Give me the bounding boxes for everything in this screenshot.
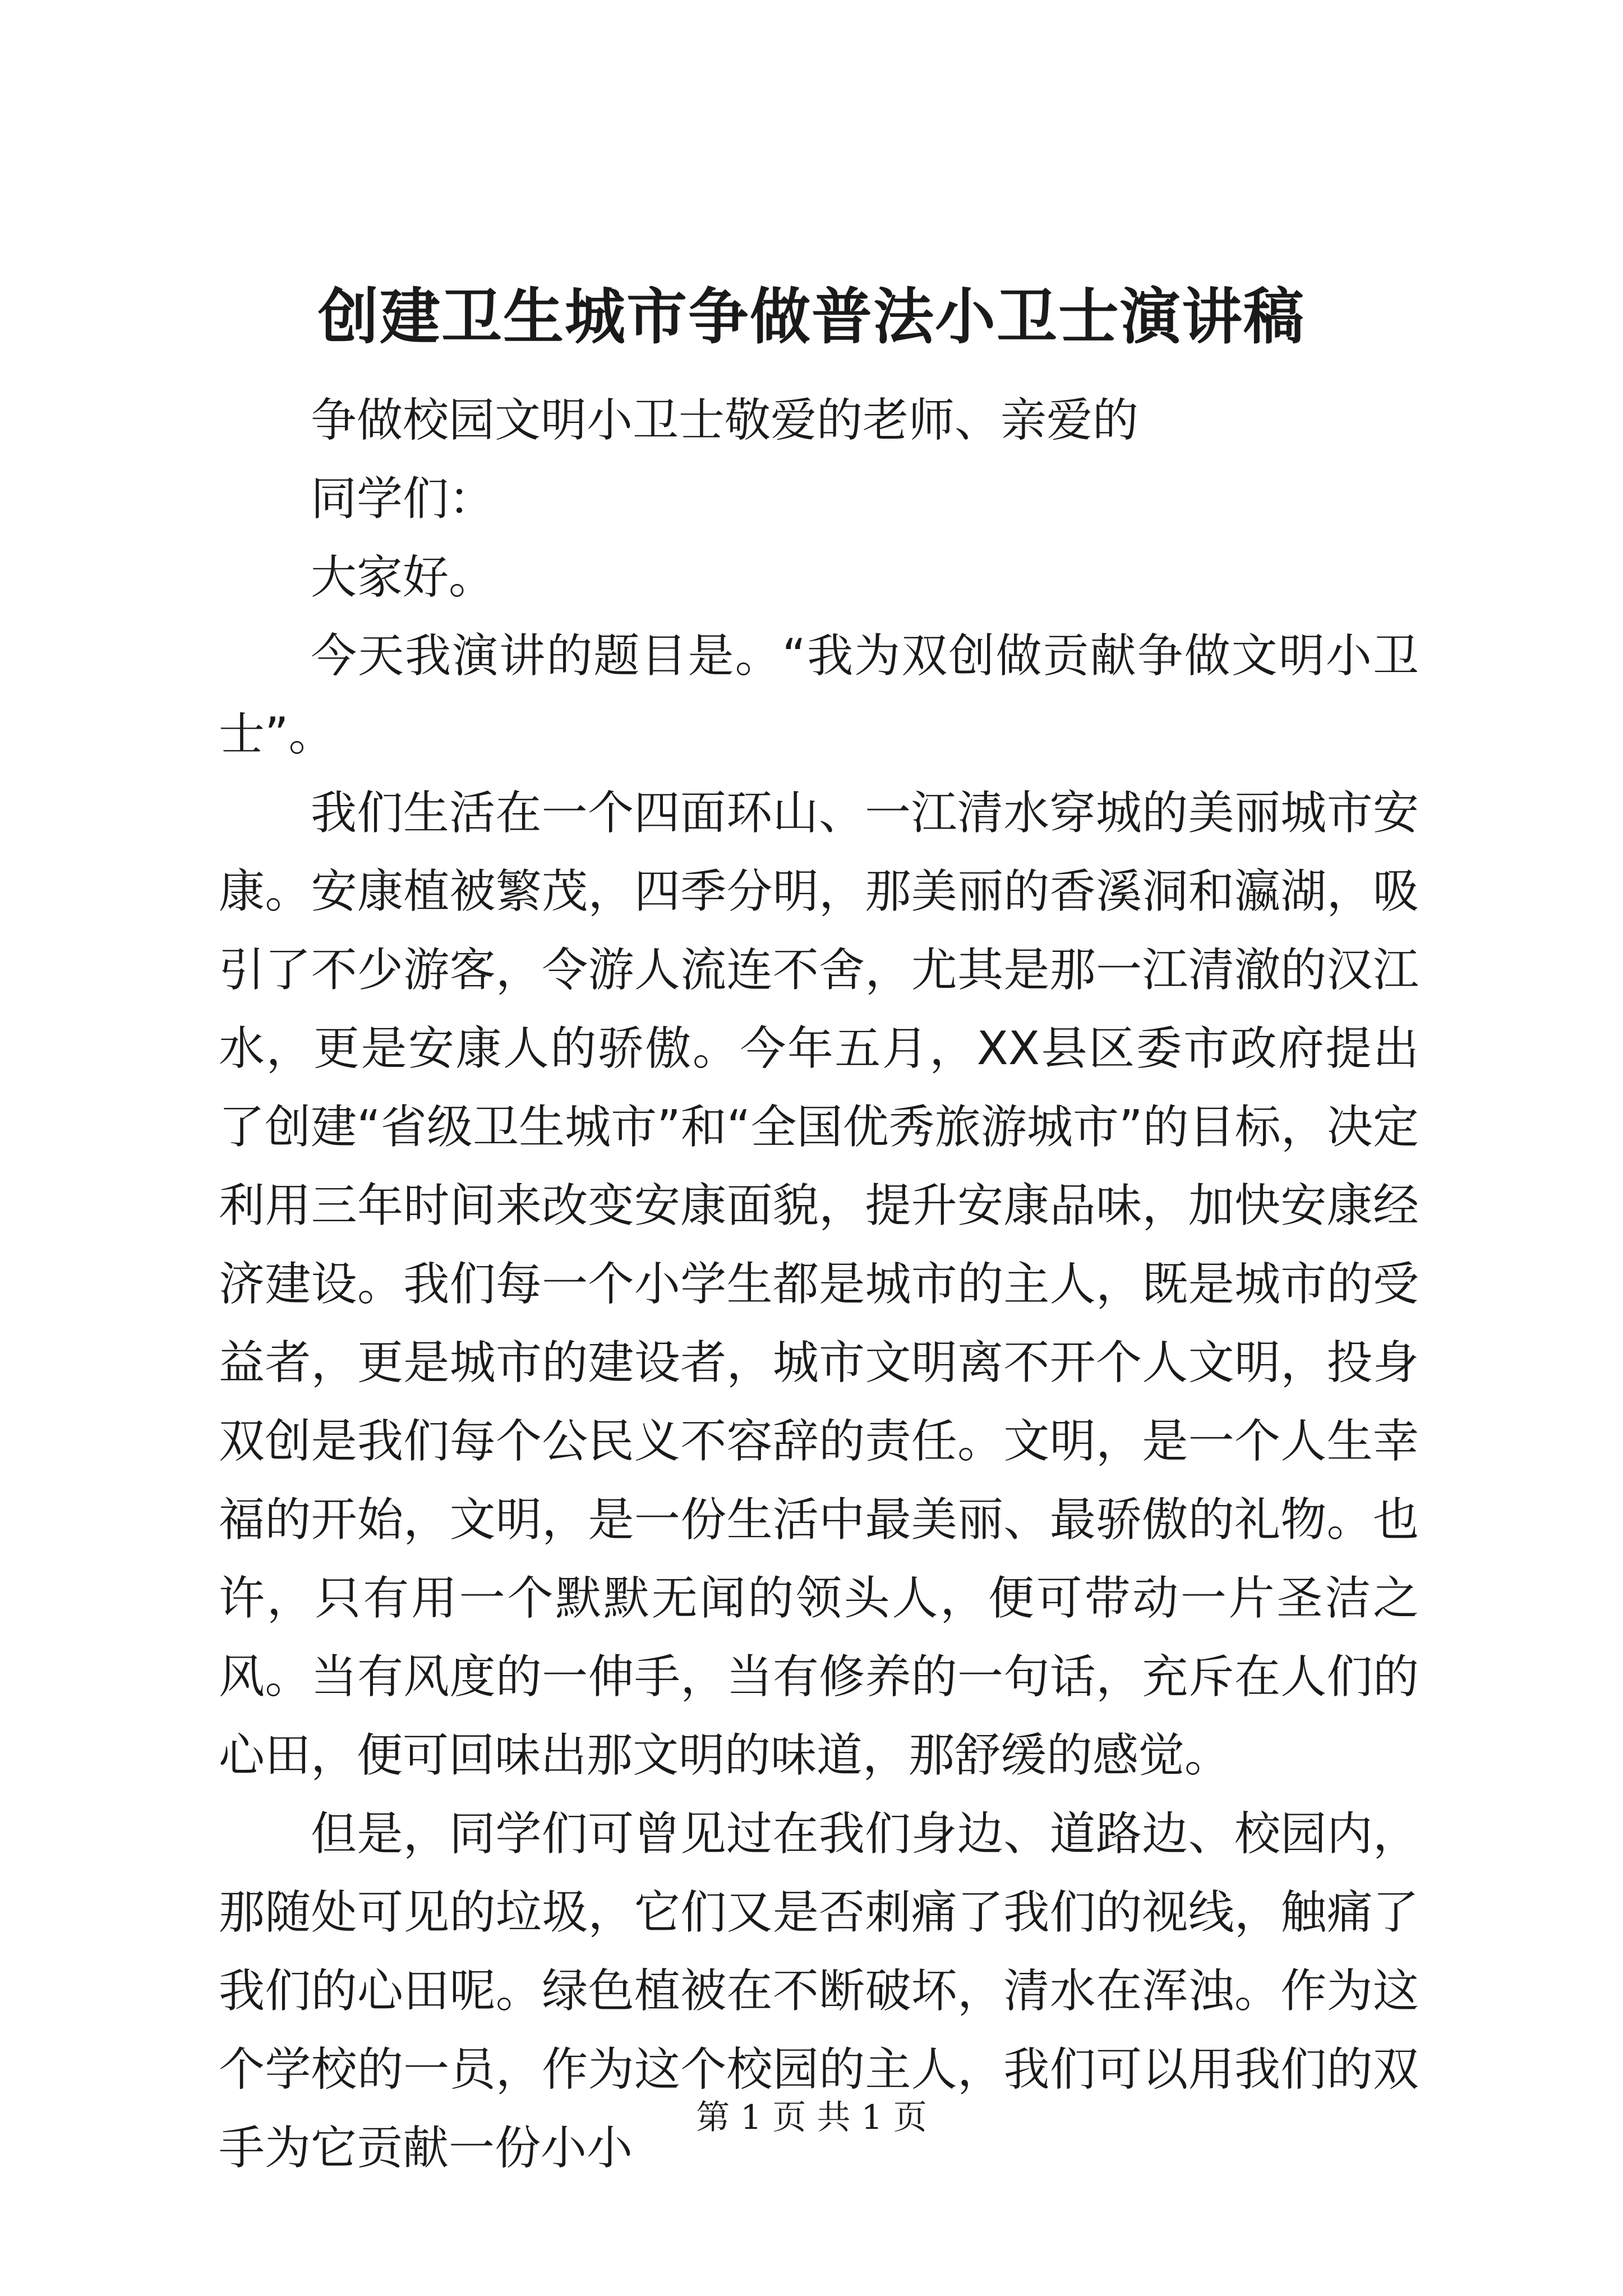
- paragraph-salutation-1: 争做校园文明小卫士敬爱的老师、亲爱的: [311, 394, 1139, 447]
- paragraph-salutation-2: 同学们：: [311, 472, 495, 526]
- page-footer: 第 1 页 共 1 页: [696, 2098, 927, 2137]
- document-title: 创建卫生城市争做普法小卫士演讲稿: [317, 282, 1305, 352]
- paragraph-topic: 今天我演讲的题目是。“我为双创做贡献争做文明小卫士”。: [219, 629, 1419, 761]
- paragraph-city-description: 我们生活在一个四面环山、一江清水穿城的美丽城市安康。安康植被繁茂，四季分明，那美丽的香溪洞和瀛湖，吸引了不少游客，令游人流连不舍，尤其是那一江清澈的汉江水，更是安康人的骄傲。今年五月，XX县区委市政府提出了创建“省级卫生城市”和“全国优秀旅游城市”的目标，决定利用三年时间来改变安康面貌，提升安康品味，加快安康经济建设。我们每一个小学生都是城市的主人，既是城市的受益者，更是城市的建设者，城市文明离不开个人文明，投身双创是我们每个公民义不容辞的责任。文明，是一个人生幸福的开始，文明，是一份生活中最美丽、最骄傲的礼物。也许，只有用一个默默无闻的领头人，便可带动一片圣洁之风。当有风度的一伸手，当有修养的一句话，充斥在人们的心田，便可回味出那文明的味道，那舒缓的感觉。: [219, 786, 1419, 1782]
- paragraph-campus-litter: 但是，同学们可曾见过在我们身边、道路边、校园内，那随处可见的垃圾，它们又是否刺痛了我们的视线，触痛了我们的心田呢。绿色植被在不断破坏，清水在浑浊。作为这个学校的一员，作为这个校园的主人，我们可以用我们的双手为它贡献一份小小: [219, 1807, 1419, 2175]
- paragraph-greeting: 大家好。: [311, 551, 495, 604]
- document-body: [219, 381, 1419, 2188]
